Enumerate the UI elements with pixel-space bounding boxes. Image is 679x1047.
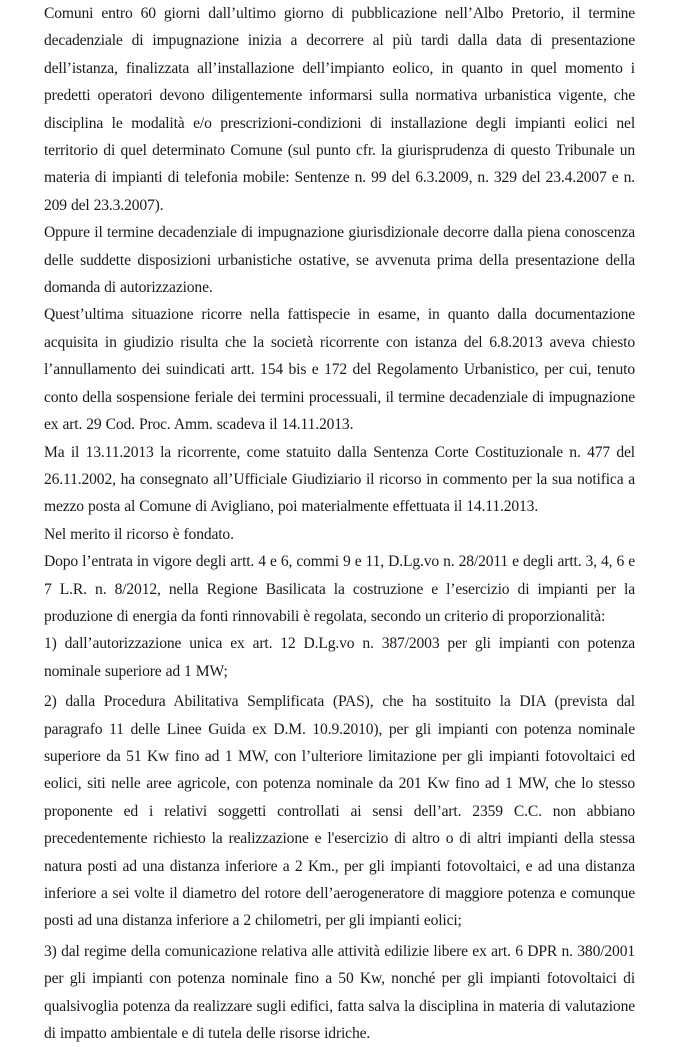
list-item-2: 2) dalla Procedura Abilitativa Semplificata (PAS), che ha sostituito la DIA (prevista dal paragrafo 11 delle Linee Guida ex D.M. 10.9.2010), per gli impianti con potenza nominale superiore da 51 Kw fino ad 1 MW, con l’ulteriore limitazione per gli impianti fotovoltaici ed eolici, siti nelle aree agricole, con potenza nominale da 201 Kw fino ad 1 MW, che lo stesso proponente ed i relativi soggetti controllati ai sensi dell’art. 2359 C.C. non abbiano precedentemente richiesto la realizzazione e l'esercizio di altro o di altri impianti della stessa natura posti ad una distanza inferiore a 2 Km., per gli impianti fotovoltaici, e ad una distanza inferiore a sei volte il diametro del rotore dell’aerogeneratore di maggiore potenza e comunque posti ad una distanza inferiore a 2 chilometri, per gli impianti eolici; xyxy=(44,693,635,930)
paragraph-regulation-intro: Dopo l’entrata in vigore degli artt. 4 e 6, commi 9 e 11, D.Lg.vo n. 28/2011 e degli artt. 3, 4, 6 e 7 L.R. n. 8/2012, nella Regione Basilicata la costruzione e l’esercizio di impianti per la produzione di energia da fonti rinnovabili è regolata, secondo un criterio di proporzionalità: xyxy=(44,553,635,625)
paragraph-impugnation-deadline: Comuni entro 60 giorni dall’ultimo giorno di pubblicazione nell’Albo Pretorio, il termine decadenziale di impugnazione inizia a decorrere al più tardi dalla data di presentazione dell’istanza, finalizzata all’installazione dell’impianto eolico, in quanto in quel momento i predetti operatori devono diligentemente informarsi sulla normativa urbanistica vigente, che disciplina le modalità e/o prescrizioni-condizioni di installazione degli impianti eolici nel territorio di quel determinato Comune (sul punto cfr. la giurisprudenza di questo Tribunale un materia di impianti di telefonia mobile: Sentenze n. 99 del 6.3.2009, n. 329 del 23.4.2007 e n. 209 del 23.3.2007). xyxy=(44,5,635,214)
document-page xyxy=(44,0,635,1047)
list-item-1: 1) dall’autorizzazione unica ex art. 12 D.Lg.vo n. 387/2003 per gli impianti con potenza nominale superiore ad 1 MW; xyxy=(44,635,635,680)
paragraph-notification: Ma il 13.11.2013 la ricorrente, come statuito dalla Sentenza Corte Costituzionale n. 477 del 26.11.2002, ha consegnato all’Ufficiale Giudiziario il ricorso in commento per la sua notifica a mezzo posta al Comune di Avigliano, poi materialmente effettuata il 14.11.2013. xyxy=(44,443,635,516)
paragraph-merit: Nel merito il ricorso è fondato. xyxy=(44,525,234,543)
paragraph-alternative-deadline: Oppure il termine decadenziale di impugnazione giurisdizionale decorre dalla piena conoscenza delle suddette disposizioni urbanistiche ostative, se avvenuta prima della presentazione della domanda di autorizzazione. xyxy=(44,224,635,297)
paragraph-case-situation: Quest’ultima situazione ricorre nella fattispecie in esame, in quanto dalla documentazione acquisita in giudizio risulta che la società ricorrente con istanza del 6.8.2013 aveva chiesto l’annullamento dei suindicati artt. 154 bis e 172 del Regolamento Urbanistico, per cui, tenuto conto della sospensione feriale dei termini processuali, il termine decadenziale di impugnazione ex art. 29 Cod. Proc. Amm. scadeva il 14.11.2013. xyxy=(44,306,635,434)
list-item-3: 3) dal regime della comunicazione relativa alle attività edilizie libere ex art. 6 DPR n. 380/2001 per gli impianti con potenza nominale fino a 50 Kw, nonché per gli impianti fotovoltaici di qualsivoglia potenza da realizzare sugli edifici, fatta salva la disciplina in materia di valutazione di impatto ambientale e di tutela delle risorse idriche. xyxy=(44,942,635,1043)
